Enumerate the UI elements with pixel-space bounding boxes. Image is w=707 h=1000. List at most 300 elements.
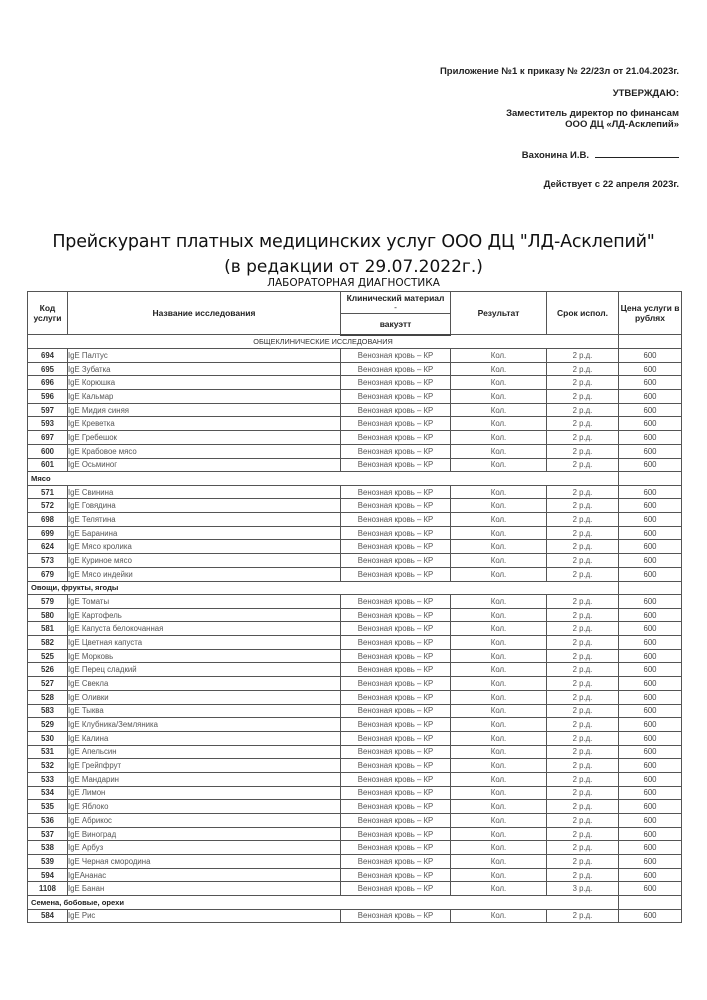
cell-result: Кол. xyxy=(451,814,547,828)
cell-material: Венозная кровь – КР xyxy=(341,636,451,650)
cell-material: Венозная кровь – КР xyxy=(341,458,451,472)
cell-code: 528 xyxy=(28,690,68,704)
cell-result: Кол. xyxy=(451,390,547,404)
cell-result: Кол. xyxy=(451,663,547,677)
cell-name: IgE Корюшка xyxy=(68,376,341,390)
cell-result: Кол. xyxy=(451,636,547,650)
cell-material: Венозная кровь – КР xyxy=(341,690,451,704)
cell-result: Кол. xyxy=(451,362,547,376)
cell-term: 2 р.д. xyxy=(547,745,619,759)
cell-term: 2 р.д. xyxy=(547,649,619,663)
cell-term: 2 р.д. xyxy=(547,540,619,554)
cell-result: Кол. xyxy=(451,499,547,513)
table-row xyxy=(28,403,682,417)
table-row xyxy=(28,390,682,404)
table-row xyxy=(28,444,682,458)
effective-date: Действует с 22 апреля 2023г. xyxy=(543,179,679,190)
cell-result: Кол. xyxy=(451,786,547,800)
table-row xyxy=(28,704,682,718)
cell-term: 2 р.д. xyxy=(547,690,619,704)
cell-code: 530 xyxy=(28,731,68,745)
cell-material: Венозная кровь – КР xyxy=(341,417,451,431)
cell-material: Венозная кровь – КР xyxy=(341,759,451,773)
cell-name: IgE Крабовое мясо xyxy=(68,444,341,458)
cell-name: IgE Грейпфрут xyxy=(68,759,341,773)
cell-code: 583 xyxy=(28,704,68,718)
table-row xyxy=(28,567,682,581)
cell-material: Венозная кровь – КР xyxy=(341,677,451,691)
table-row xyxy=(28,827,682,841)
section-price-empty xyxy=(619,335,682,349)
cell-code: 536 xyxy=(28,814,68,828)
cell-price: 600 xyxy=(619,868,682,882)
cell-term: 2 р.д. xyxy=(547,362,619,376)
cell-term: 2 р.д. xyxy=(547,786,619,800)
cell-price: 600 xyxy=(619,622,682,636)
cell-name: IgE Зубатка xyxy=(68,362,341,376)
cell-result: Кол. xyxy=(451,458,547,472)
cell-name: IgE Мидия синяя xyxy=(68,403,341,417)
cell-material: Венозная кровь – КР xyxy=(341,827,451,841)
cell-price: 600 xyxy=(619,649,682,663)
cell-price: 600 xyxy=(619,800,682,814)
cell-material: Венозная кровь – КР xyxy=(341,868,451,882)
cell-code: 695 xyxy=(28,362,68,376)
cell-price: 600 xyxy=(619,759,682,773)
cell-material: Венозная кровь – КР xyxy=(341,349,451,363)
cell-term: 2 р.д. xyxy=(547,759,619,773)
cell-term: 2 р.д. xyxy=(547,704,619,718)
cell-name: IgEАнанас xyxy=(68,868,341,882)
cell-price: 600 xyxy=(619,677,682,691)
cell-name: IgE Кальмар xyxy=(68,390,341,404)
table-row xyxy=(28,814,682,828)
cell-price: 600 xyxy=(619,855,682,869)
cell-material: Венозная кровь – КР xyxy=(341,718,451,732)
table-row xyxy=(28,759,682,773)
cell-result: Кол. xyxy=(451,444,547,458)
cell-material: Венозная кровь – КР xyxy=(341,403,451,417)
table-row xyxy=(28,663,682,677)
cell-price: 600 xyxy=(619,376,682,390)
cell-price: 600 xyxy=(619,499,682,513)
cell-material: Венозная кровь – КР xyxy=(341,362,451,376)
table-row xyxy=(28,868,682,882)
table-row xyxy=(28,882,682,896)
cell-code: 571 xyxy=(28,485,68,499)
table-row xyxy=(28,540,682,554)
cell-code: 697 xyxy=(28,431,68,445)
cell-name: IgE Говядина xyxy=(68,499,341,513)
cell-price: 600 xyxy=(619,690,682,704)
cell-term: 2 р.д. xyxy=(547,595,619,609)
cell-term: 2 р.д. xyxy=(547,513,619,527)
cell-result: Кол. xyxy=(451,827,547,841)
cell-code: 573 xyxy=(28,554,68,568)
cell-result: Кол. xyxy=(451,882,547,896)
approver-organization: ООО ДЦ «ЛД-Асклепий» xyxy=(565,119,679,130)
cell-term: 2 р.д. xyxy=(547,431,619,445)
cell-material: Венозная кровь – КР xyxy=(341,882,451,896)
cell-material: Венозная кровь – КР xyxy=(341,800,451,814)
cell-result: Кол. xyxy=(451,731,547,745)
header-material xyxy=(341,292,451,314)
cell-code: 601 xyxy=(28,458,68,472)
cell-name: IgE Виноград xyxy=(68,827,341,841)
section-title: Семена, бобовые, орехи xyxy=(28,896,619,910)
header-result: Результат xyxy=(451,292,547,335)
cell-price: 600 xyxy=(619,663,682,677)
section-row xyxy=(28,472,682,486)
cell-name: IgE Свинина xyxy=(68,485,341,499)
cell-term: 2 р.д. xyxy=(547,390,619,404)
cell-price: 600 xyxy=(619,841,682,855)
cell-material: Венозная кровь – КР xyxy=(341,622,451,636)
cell-result: Кол. xyxy=(451,759,547,773)
cell-code: 531 xyxy=(28,745,68,759)
cell-code: 600 xyxy=(28,444,68,458)
cell-name: IgE Лимон xyxy=(68,786,341,800)
section-heading: ЛАБОРАТОРНАЯ ДИАГНОСТИКА xyxy=(267,277,440,289)
cell-material: Венозная кровь – КР xyxy=(341,499,451,513)
section-price-empty xyxy=(619,896,682,910)
cell-name: IgE Арбуз xyxy=(68,841,341,855)
table-row xyxy=(28,608,682,622)
cell-term: 2 р.д. xyxy=(547,663,619,677)
table-row xyxy=(28,718,682,732)
table-row xyxy=(28,690,682,704)
section-price-empty xyxy=(619,472,682,486)
appendix-reference: Приложение №1 к приказу № 22/23л от 21.04.2023г. xyxy=(439,66,679,77)
cell-result: Кол. xyxy=(451,718,547,732)
cell-term: 2 р.д. xyxy=(547,622,619,636)
cell-name: IgE Мандарин xyxy=(68,772,341,786)
cell-result: Кол. xyxy=(451,595,547,609)
cell-name: IgE Осьминог xyxy=(68,458,341,472)
table-row xyxy=(28,745,682,759)
cell-price: 600 xyxy=(619,745,682,759)
cell-material: Венозная кровь – КР xyxy=(341,841,451,855)
cell-material: Венозная кровь – КР xyxy=(341,663,451,677)
table-row xyxy=(28,499,682,513)
cell-code: 525 xyxy=(28,649,68,663)
cell-term: 2 р.д. xyxy=(547,636,619,650)
cell-code: 679 xyxy=(28,567,68,581)
table-row xyxy=(28,349,682,363)
cell-price: 600 xyxy=(619,718,682,732)
cell-price: 600 xyxy=(619,731,682,745)
cell-material: Венозная кровь – КР xyxy=(341,526,451,540)
cell-material: Венозная кровь – КР xyxy=(341,444,451,458)
cell-term: 2 р.д. xyxy=(547,417,619,431)
section-title: Мясо xyxy=(28,472,619,486)
cell-name: IgE Свекла xyxy=(68,677,341,691)
cell-material: Венозная кровь – КР xyxy=(341,554,451,568)
cell-term: 2 р.д. xyxy=(547,499,619,513)
cell-term: 2 р.д. xyxy=(547,526,619,540)
cell-name: IgE Калина xyxy=(68,731,341,745)
cell-result: Кол. xyxy=(451,868,547,882)
cell-code: 572 xyxy=(28,499,68,513)
cell-material: Венозная кровь – КР xyxy=(341,567,451,581)
table-row xyxy=(28,800,682,814)
price-list-body xyxy=(28,335,682,923)
cell-term: 2 р.д. xyxy=(547,458,619,472)
cell-term: 2 р.д. xyxy=(547,909,619,923)
table-row xyxy=(28,595,682,609)
cell-result: Кол. xyxy=(451,567,547,581)
cell-result: Кол. xyxy=(451,855,547,869)
cell-result: Кол. xyxy=(451,677,547,691)
cell-result: Кол. xyxy=(451,403,547,417)
cell-material: Венозная кровь – КР xyxy=(341,608,451,622)
cell-price: 600 xyxy=(619,362,682,376)
table-row xyxy=(28,526,682,540)
cell-code: 537 xyxy=(28,827,68,841)
cell-term: 2 р.д. xyxy=(547,718,619,732)
cell-result: Кол. xyxy=(451,800,547,814)
cell-material: Венозная кровь – КР xyxy=(341,704,451,718)
cell-material: Венозная кровь – КР xyxy=(341,485,451,499)
section-row xyxy=(28,896,682,910)
cell-term: 2 р.д. xyxy=(547,554,619,568)
section-title: ОБЩЕКЛИНИЧЕСКИЕ ИССЛЕДОВАНИЯ xyxy=(28,335,619,349)
cell-term: 2 р.д. xyxy=(547,349,619,363)
cell-material: Венозная кровь – КР xyxy=(341,772,451,786)
cell-price: 600 xyxy=(619,786,682,800)
approver-position: Заместитель директор по финансам xyxy=(506,108,679,119)
header-price: Цена услуги в рублях xyxy=(619,292,682,335)
table-row xyxy=(28,362,682,376)
cell-code: 534 xyxy=(28,786,68,800)
cell-code: 596 xyxy=(28,390,68,404)
cell-result: Кол. xyxy=(451,417,547,431)
table-row xyxy=(28,636,682,650)
table-row xyxy=(28,772,682,786)
cell-price: 600 xyxy=(619,772,682,786)
table-row xyxy=(28,431,682,445)
cell-name: IgE Морковь xyxy=(68,649,341,663)
approval-block xyxy=(440,66,679,190)
header-term: Срок испол. xyxy=(547,292,619,335)
cell-name: IgE Томаты xyxy=(68,595,341,609)
approve-label: УТВЕРЖДАЮ: xyxy=(612,88,679,99)
cell-material: Венозная кровь – КР xyxy=(341,431,451,445)
cell-material: Венозная кровь – КР xyxy=(341,513,451,527)
cell-code: 539 xyxy=(28,855,68,869)
table-row xyxy=(28,417,682,431)
cell-price: 600 xyxy=(619,417,682,431)
cell-name: IgE Картофель xyxy=(68,608,341,622)
cell-name: IgE Палтус xyxy=(68,349,341,363)
cell-name: IgE Перец сладкий xyxy=(68,663,341,677)
signature-blank xyxy=(595,148,679,158)
header-material-label: Клинический материал xyxy=(346,293,445,303)
cell-code: 535 xyxy=(28,800,68,814)
table-row xyxy=(28,731,682,745)
edition-date: (в редакции от 29.07.2022г.) xyxy=(224,257,483,277)
table-row xyxy=(28,554,682,568)
table-row xyxy=(28,649,682,663)
cell-code: 698 xyxy=(28,513,68,527)
cell-term: 2 р.д. xyxy=(547,855,619,869)
cell-term: 2 р.д. xyxy=(547,814,619,828)
table-row xyxy=(28,376,682,390)
document-title: Прейскурант платных медицинских услуг ООО ДЦ "ЛД-Асклепий" xyxy=(52,232,655,252)
cell-name: IgE Телятина xyxy=(68,513,341,527)
cell-term: 2 р.д. xyxy=(547,608,619,622)
cell-result: Кол. xyxy=(451,622,547,636)
cell-result: Кол. xyxy=(451,540,547,554)
cell-price: 600 xyxy=(619,909,682,923)
cell-price: 600 xyxy=(619,882,682,896)
cell-code: 594 xyxy=(28,868,68,882)
cell-price: 600 xyxy=(619,513,682,527)
cell-price: 600 xyxy=(619,595,682,609)
cell-result: Кол. xyxy=(451,431,547,445)
cell-result: Кол. xyxy=(451,526,547,540)
cell-term: 2 р.д. xyxy=(547,772,619,786)
table-row xyxy=(28,513,682,527)
cell-code: 1108 xyxy=(28,882,68,896)
cell-material: Венозная кровь – КР xyxy=(341,649,451,663)
section-row xyxy=(28,581,682,595)
cell-name: IgE Рис xyxy=(68,909,341,923)
cell-name: IgE Мясо индейки xyxy=(68,567,341,581)
cell-name: IgE Мясо кролика xyxy=(68,540,341,554)
cell-code: 579 xyxy=(28,595,68,609)
price-list-table xyxy=(27,291,682,923)
cell-term: 2 р.д. xyxy=(547,376,619,390)
cell-name: IgE Оливки xyxy=(68,690,341,704)
table-row xyxy=(28,485,682,499)
cell-name: IgE Клубника/Земляника xyxy=(68,718,341,732)
cell-code: 581 xyxy=(28,622,68,636)
cell-term: 3 р.д. xyxy=(547,882,619,896)
cell-name: IgE Яблоко xyxy=(68,800,341,814)
cell-code: 580 xyxy=(28,608,68,622)
cell-result: Кол. xyxy=(451,704,547,718)
header-material-sub: вакуэтт xyxy=(341,314,451,335)
cell-material: Венозная кровь – КР xyxy=(341,540,451,554)
cell-code: 699 xyxy=(28,526,68,540)
cell-result: Кол. xyxy=(451,485,547,499)
cell-term: 2 р.д. xyxy=(547,444,619,458)
table-row xyxy=(28,622,682,636)
cell-term: 2 р.д. xyxy=(547,567,619,581)
cell-price: 600 xyxy=(619,814,682,828)
cell-price: 600 xyxy=(619,390,682,404)
cell-result: Кол. xyxy=(451,513,547,527)
section-row xyxy=(28,335,682,349)
cell-name: IgE Абрикос xyxy=(68,814,341,828)
cell-result: Кол. xyxy=(451,745,547,759)
cell-term: 2 р.д. xyxy=(547,868,619,882)
cell-material: Венозная кровь – КР xyxy=(341,390,451,404)
cell-result: Кол. xyxy=(451,841,547,855)
cell-material: Венозная кровь – КР xyxy=(341,855,451,869)
cell-result: Кол. xyxy=(451,554,547,568)
cell-term: 2 р.д. xyxy=(547,677,619,691)
signer-name: Вахонина И.В. xyxy=(521,150,589,161)
cell-code: 597 xyxy=(28,403,68,417)
cell-result: Кол. xyxy=(451,608,547,622)
cell-code: 582 xyxy=(28,636,68,650)
cell-result: Кол. xyxy=(451,649,547,663)
cell-name: IgE Капуста белокочанная xyxy=(68,622,341,636)
cell-code: 532 xyxy=(28,759,68,773)
section-price-empty xyxy=(619,581,682,595)
cell-price: 600 xyxy=(619,554,682,568)
cell-term: 2 р.д. xyxy=(547,485,619,499)
cell-material: Венозная кровь – КР xyxy=(341,595,451,609)
header-name: Название исследования xyxy=(68,292,341,335)
table-row xyxy=(28,855,682,869)
cell-name: IgE Тыква xyxy=(68,704,341,718)
cell-code: 584 xyxy=(28,909,68,923)
table-row xyxy=(28,458,682,472)
cell-term: 2 р.д. xyxy=(547,731,619,745)
cell-term: 2 р.д. xyxy=(547,841,619,855)
cell-result: Кол. xyxy=(451,376,547,390)
cell-price: 600 xyxy=(619,444,682,458)
table-row xyxy=(28,786,682,800)
cell-price: 600 xyxy=(619,403,682,417)
cell-price: 600 xyxy=(619,485,682,499)
cell-result: Кол. xyxy=(451,909,547,923)
table-row xyxy=(28,841,682,855)
cell-code: 526 xyxy=(28,663,68,677)
signature-line xyxy=(440,148,679,161)
cell-name: IgE Баранина xyxy=(68,526,341,540)
cell-code: 694 xyxy=(28,349,68,363)
cell-code: 533 xyxy=(28,772,68,786)
cell-material: Венозная кровь – КР xyxy=(341,745,451,759)
cell-material: Венозная кровь – КР xyxy=(341,814,451,828)
cell-code: 696 xyxy=(28,376,68,390)
cell-price: 600 xyxy=(619,608,682,622)
cell-name: IgE Черная смородина xyxy=(68,855,341,869)
cell-price: 600 xyxy=(619,567,682,581)
cell-price: 600 xyxy=(619,636,682,650)
table-row xyxy=(28,677,682,691)
cell-price: 600 xyxy=(619,349,682,363)
cell-name: IgE Креветка xyxy=(68,417,341,431)
cell-material: Венозная кровь – КР xyxy=(341,376,451,390)
cell-name: IgE Банан xyxy=(68,882,341,896)
cell-price: 600 xyxy=(619,704,682,718)
cell-code: 529 xyxy=(28,718,68,732)
cell-name: IgE Гребешок xyxy=(68,431,341,445)
cell-name: IgE Куриное мясо xyxy=(68,554,341,568)
cell-name: IgE Апельсин xyxy=(68,745,341,759)
cell-term: 2 р.д. xyxy=(547,827,619,841)
cell-code: 593 xyxy=(28,417,68,431)
cell-code: 624 xyxy=(28,540,68,554)
cell-price: 600 xyxy=(619,458,682,472)
cell-material: Венозная кровь – КР xyxy=(341,909,451,923)
header-code: Код услуги xyxy=(28,292,68,335)
table-row xyxy=(28,909,682,923)
cell-name: IgE Цветная капуста xyxy=(68,636,341,650)
cell-result: Кол. xyxy=(451,349,547,363)
cell-price: 600 xyxy=(619,540,682,554)
cell-material: Венозная кровь – КР xyxy=(341,786,451,800)
section-title: Овощи, фрукты, ягоды xyxy=(28,581,619,595)
cell-code: 527 xyxy=(28,677,68,691)
cell-code: 538 xyxy=(28,841,68,855)
cell-material: Венозная кровь – КР xyxy=(341,731,451,745)
